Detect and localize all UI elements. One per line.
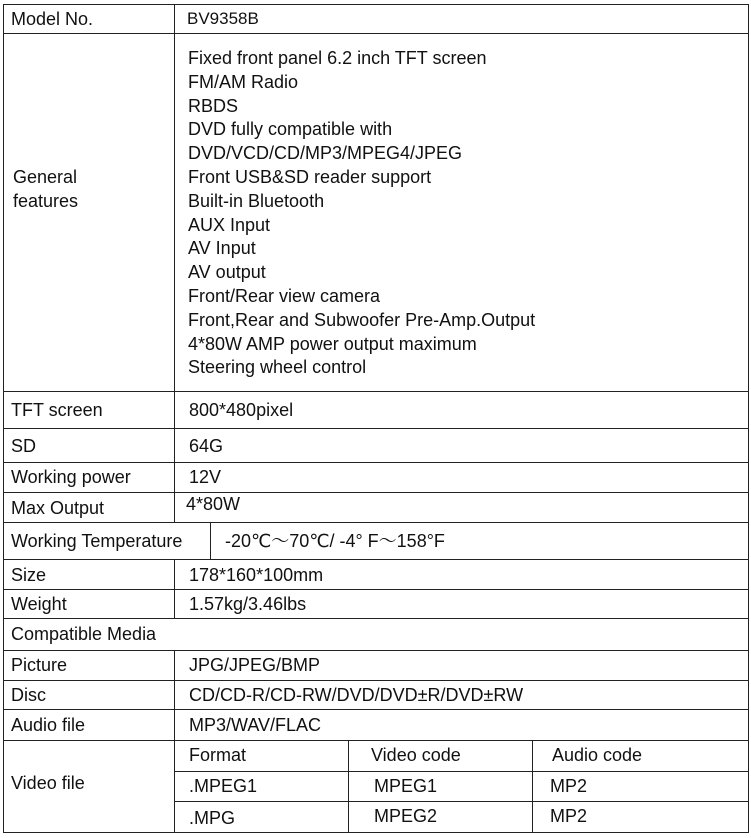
feature-item: Fixed front panel 6.2 inch TFT screen bbox=[188, 48, 487, 68]
audio-value: MP3/WAV/FLAC bbox=[189, 715, 322, 735]
rule bbox=[174, 4, 175, 522]
picture-label: Picture bbox=[11, 655, 68, 675]
feature-item: Front USB&SD reader support bbox=[188, 166, 432, 187]
video-header-video-code: Video code bbox=[371, 745, 461, 765]
features-list bbox=[188, 47, 535, 380]
video-row-2-format: .MPG bbox=[189, 808, 236, 828]
feature-item: AV output bbox=[188, 262, 266, 283]
video-header-format: Format bbox=[189, 745, 247, 765]
feature-item: DVD fully compatible with bbox=[188, 119, 393, 140]
size-label: Size bbox=[11, 565, 47, 585]
audio-label: Audio file bbox=[11, 715, 86, 735]
output-value: 4*80W bbox=[186, 494, 241, 514]
disc-label: Disc bbox=[11, 685, 46, 705]
output-label: Max Output bbox=[11, 498, 105, 518]
feature-item: Front/Rear view camera bbox=[188, 285, 381, 306]
rule bbox=[3, 589, 749, 590]
feature-item: FM/AM Radio bbox=[188, 71, 299, 92]
sd-label: SD bbox=[11, 436, 37, 456]
video-row-1-format: .MPEG1 bbox=[189, 776, 258, 796]
tft-label: TFT screen bbox=[11, 400, 103, 420]
rule bbox=[3, 832, 749, 833]
rule bbox=[3, 4, 749, 5]
feature-item: Steering wheel control bbox=[188, 357, 367, 378]
video-row-1-audio-code: MP2 bbox=[550, 776, 588, 796]
rule bbox=[3, 709, 749, 710]
sd-value: 64G bbox=[189, 436, 224, 456]
video-header-audio-code: Audio code bbox=[552, 745, 643, 765]
rule bbox=[3, 391, 749, 392]
rule bbox=[3, 740, 749, 741]
feature-item: Front,Rear and Subwoofer Pre-Amp.Output bbox=[188, 309, 536, 330]
rule bbox=[3, 559, 749, 560]
feature-item: Built-in Bluetooth bbox=[188, 190, 325, 211]
feature-item: 4*80W AMP power output maximum bbox=[188, 333, 477, 354]
weight-value: 1.57kg/3.46lbs bbox=[189, 594, 307, 614]
rule bbox=[3, 618, 749, 619]
general-label-line2: features bbox=[13, 191, 79, 211]
rule bbox=[210, 522, 211, 559]
rule bbox=[174, 771, 749, 772]
spec-table bbox=[3, 4, 749, 833]
media-header: Compatible Media bbox=[11, 624, 157, 644]
rule bbox=[3, 428, 749, 429]
rule bbox=[3, 462, 749, 463]
model-label: Model No. bbox=[11, 9, 94, 29]
temperature-value: -20℃～70℃/ -4° F～158°F bbox=[225, 531, 445, 551]
rule bbox=[748, 4, 749, 833]
rule bbox=[3, 33, 749, 34]
rule bbox=[174, 650, 175, 832]
rule bbox=[532, 740, 533, 832]
rule bbox=[3, 650, 749, 651]
model-value: BV9358B bbox=[187, 9, 259, 28]
video-row-2-video-code: MPEG2 bbox=[374, 806, 438, 826]
video-label: Video file bbox=[11, 773, 85, 793]
rule bbox=[3, 680, 749, 681]
disc-value: CD/CD-R/CD-RW/DVD/DVD±R/DVD±RW bbox=[189, 685, 524, 705]
rule bbox=[348, 740, 349, 832]
rule bbox=[3, 4, 4, 833]
feature-item: AUX Input bbox=[188, 214, 271, 235]
picture-value: JPG/JPEG/BMP bbox=[189, 655, 321, 675]
feature-item: RBDS bbox=[188, 95, 239, 116]
feature-item: DVD/VCD/CD/MP3/MPEG4/JPEG bbox=[188, 143, 463, 164]
feature-item: AV Input bbox=[188, 238, 256, 259]
temperature-label: Working Temperature bbox=[11, 531, 183, 551]
rule bbox=[174, 801, 749, 802]
size-value: 178*160*100mm bbox=[189, 565, 324, 585]
tft-value: 800*480pixel bbox=[189, 400, 294, 420]
weight-label: Weight bbox=[11, 594, 67, 614]
rule bbox=[3, 492, 749, 493]
rule bbox=[3, 522, 749, 523]
power-label: Working power bbox=[11, 467, 131, 487]
rule bbox=[174, 559, 175, 618]
video-row-1-video-code: MPEG1 bbox=[374, 776, 438, 796]
general-label-line1: General bbox=[13, 167, 78, 187]
power-value: 12V bbox=[189, 467, 222, 487]
video-row-2-audio-code: MP2 bbox=[550, 806, 588, 826]
